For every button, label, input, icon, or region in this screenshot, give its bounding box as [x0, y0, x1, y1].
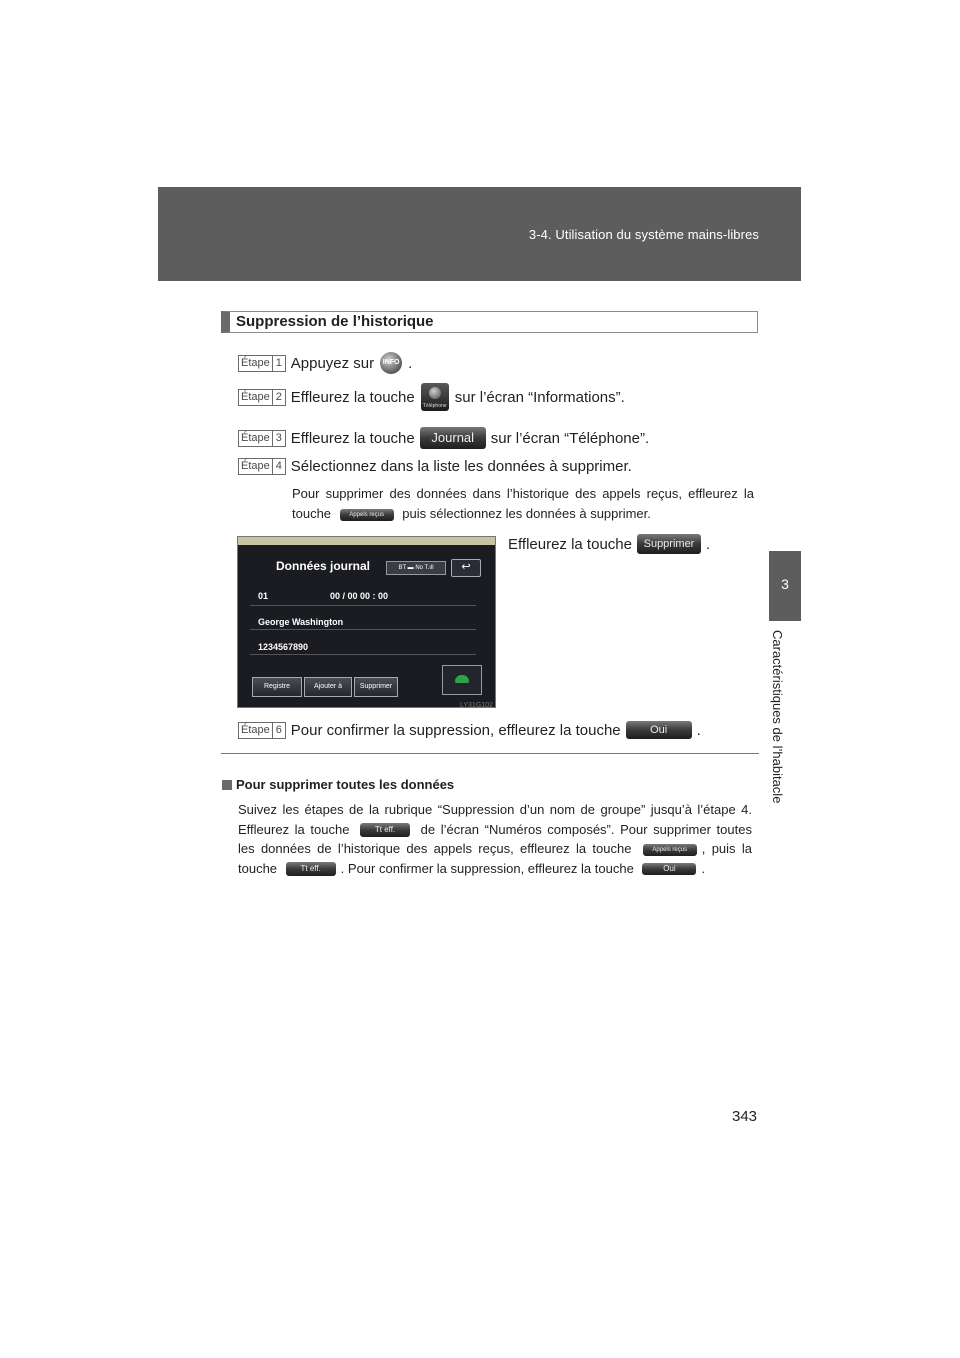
oui-button-image: Oui — [626, 721, 692, 739]
square-bullet-icon — [222, 780, 232, 790]
screen-divider — [250, 605, 476, 606]
body-text: de l’écran “Numéros composés”. Pour supprimer toutes les données de l’historique des appels reçus, effleurez la touche — [238, 821, 752, 856]
screen-row-number: 1234567890 — [258, 642, 309, 652]
screen-ajouter-button: Ajouter à — [304, 677, 352, 697]
step-3 — [238, 427, 649, 449]
body-text: Suivez les étapes de la rubrique “Suppression d’un nom de groupe” jusqu’à l’étape 4. Effleurez la touche — [238, 802, 752, 837]
subsection-title — [222, 777, 454, 792]
step-text: Appuyez sur — [290, 354, 375, 372]
step-badge-label: Étape — [241, 723, 270, 736]
step-badge — [238, 355, 286, 372]
step-5 — [508, 534, 710, 554]
note-text-end: puis sélectionnez les données à supprimer. — [402, 506, 651, 521]
screen-row-time: 00 / 00 00 : 00 — [330, 591, 389, 601]
screen-divider — [250, 654, 476, 655]
step-text: Effleurez la touche — [290, 388, 415, 406]
step-badge-label: Étape — [241, 431, 270, 444]
oui-button-image: Oui — [642, 863, 696, 875]
step-badge — [238, 430, 286, 447]
screen-supprimer-button: Supprimer — [354, 677, 398, 697]
note-text: Pour supprimer des données dans l’historique des appels reçus, effleurez la touche — [292, 486, 754, 521]
screen-top-strip — [238, 537, 495, 545]
step-2 — [238, 383, 625, 411]
step-badge-number: 2 — [272, 390, 285, 405]
screen-divider — [250, 629, 476, 630]
step-text-end: . — [696, 721, 701, 739]
screen-row-id: 01 — [258, 591, 269, 601]
step-4 — [238, 458, 632, 475]
step-text-end: . — [408, 354, 413, 372]
appels-recus-button-image: Appels reçus — [340, 509, 394, 521]
step-badge-number: 1 — [272, 356, 285, 371]
subsection-body — [238, 800, 752, 878]
screen-donnees-journal — [237, 536, 496, 708]
section-divider — [221, 753, 759, 754]
page-number: 343 — [732, 1108, 758, 1125]
screen-title: Données journal — [276, 559, 371, 573]
body-text: . Pour confirmer la suppression, effleurez la touche — [340, 860, 634, 876]
step-badge-label: Étape — [241, 356, 270, 369]
step-badge — [238, 458, 286, 475]
chapter-side-label: Caractéristiques de l’habitacle — [770, 630, 785, 804]
screen-status-bar: BT ▬ No T.ıll — [386, 561, 446, 575]
telephone-icon-label: Téléphone — [422, 403, 447, 409]
step-badge — [238, 389, 286, 406]
step-badge — [238, 722, 286, 739]
phone-icon — [442, 665, 482, 695]
step-badge-number: 3 — [272, 431, 285, 446]
step-badge-label: Étape — [241, 390, 270, 403]
appels-recus-button-image: Appels reçus — [643, 844, 697, 856]
section-title: Suppression de l’historique — [221, 311, 758, 333]
info-button-icon: INFO — [380, 352, 402, 374]
header-section-title: 3-4. Utilisation du système mains-libres — [528, 227, 759, 242]
journal-button-image: Journal — [420, 427, 486, 449]
step-text-end: sur l’écran “Téléphone”. — [490, 429, 650, 447]
step-badge-number: 6 — [272, 723, 285, 738]
step-text-end: . — [705, 535, 711, 553]
telephone-button-icon — [421, 383, 449, 411]
tt-eff-button-image: Tt eff. — [286, 862, 336, 876]
screen-back-button: ↩ — [451, 559, 481, 577]
body-text: . — [701, 860, 706, 876]
screen-row-name: George Washington — [258, 617, 344, 627]
step-6 — [238, 721, 701, 739]
screen-registre-button: Registre — [252, 677, 302, 697]
note-received-calls — [292, 484, 754, 524]
step-text: Effleurez la touche — [508, 535, 632, 553]
step-badge-number: 4 — [272, 459, 285, 474]
tt-eff-button-image: Tt eff. — [360, 823, 410, 837]
step-1 — [238, 352, 412, 374]
body-text: , puis la touche — [238, 841, 752, 876]
chapter-side-title — [770, 630, 798, 825]
step-text: Effleurez la touche — [290, 429, 415, 447]
step-badge-label: Étape — [241, 460, 270, 472]
chapter-tab: 3 — [769, 551, 801, 621]
step-text: Pour confirmer la suppression, effleurez la touche — [290, 721, 621, 739]
header-band — [158, 187, 801, 281]
step-text-end: sur l’écran “Informations”. — [454, 388, 625, 406]
subsection-title-text: Pour supprimer toutes les données — [236, 777, 455, 792]
step-text: Sélectionnez dans la liste les données à supprimer. — [290, 458, 632, 475]
supprimer-button-image: Supprimer — [637, 534, 701, 554]
screen-image-code: LY31G102 — [460, 702, 493, 709]
